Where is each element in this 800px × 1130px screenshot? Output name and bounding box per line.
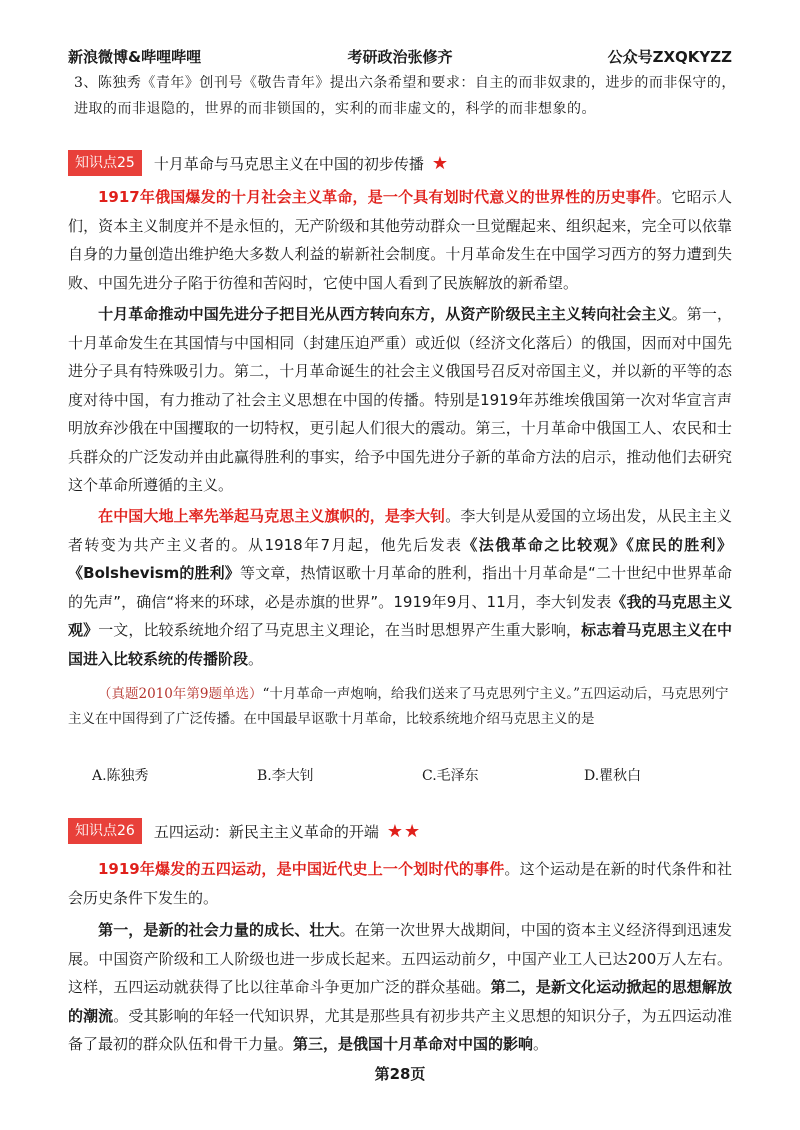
paragraph-october-revolution	[68, 183, 732, 297]
key-point-1: 第一，是新的社会力量的成长、壮大	[98, 921, 340, 939]
header-wechat-account: 公众号ZXQKYZZ	[607, 48, 732, 66]
intro-paragraph: 3、陈独秀《青年》创刊号《敬告青年》提出六条希望和要求：自主的而非奴隶的，进步的而非保守的，进取的而非退隐的，世界的而非锁国的，实利的而非虚文的，科学的而非想象的。	[74, 75, 736, 117]
knowledge-point-25-heading	[68, 150, 449, 176]
body-text: 。李大钊是从爱国的立场出发，从民主主义者转变为共产主义者的。从1918年7月起，他先后发表	[68, 507, 732, 554]
key-sentence: 1919年爆发的五四运动，是中国近代史上一个划时代的事件	[98, 860, 505, 878]
article-title: 《我的马克思主义观》	[68, 592, 732, 639]
page-number: 第28页	[374, 1065, 426, 1083]
key-point-2: 第二，是新文化运动掀起的思想解放的潮流	[68, 978, 732, 1025]
body-text: 一文，比较系统地介绍了马克思主义理论，在当时思想界产生重大影响，	[98, 621, 582, 639]
header-weibo-bilibili: 新浪微博&哔哩哔哩	[68, 48, 202, 66]
key-sentence: 十月革命推动中国先进分子把目光从西方转向东方，从资产阶级民主主义转向社会主义	[98, 305, 672, 323]
exam-question	[68, 682, 732, 732]
star-icon: ★★	[386, 820, 422, 842]
page-header	[68, 46, 732, 68]
option-b: B.李大钊	[257, 768, 314, 784]
knowledge-point-26-heading	[68, 818, 421, 844]
key-point-3: 第三，是俄国十月革命对中国的影响	[293, 1035, 534, 1053]
article-titles: 《法俄革命之比较观》《庶民的胜利》《Bolshevism的胜利》	[68, 535, 732, 582]
paragraph-turn-to-east	[68, 300, 732, 500]
question-source: （真题2010年第9题单选）	[98, 686, 263, 702]
body-text: 。受其影响的年轻一代知识界，尤其是那些具有初步共产主义思想的知识分子，为五四运动准备了最初的群众队伍和骨干力量。	[68, 1006, 732, 1053]
option-d: D.瞿秋白	[584, 768, 642, 784]
paragraph-li-dazhao	[68, 502, 732, 673]
section-title: 十月革命与马克思主义在中国的初步传播	[153, 154, 424, 173]
section-title: 五四运动：新民主主义革命的开端	[153, 822, 379, 841]
key-sentence: 在中国大地上率先举起马克思主义旗帜的，是李大钊	[98, 507, 446, 525]
body-text: 。	[533, 1035, 549, 1053]
body-text: 。它昭示人们，资本主义制度并不是永恒的，无产阶级和其他劳动群众一旦觉醒起来、组织起来，完全可以依靠自身的力量创造出维护绝大多数人利益的崭新社会制度。十月革命发生在中国学习西方的努力遭到失败、中国先进分子陷于彷徨和苦闷时，它使中国人看到了民族解放的新希望。	[68, 188, 732, 292]
knowledge-point-badge: 知识点26	[68, 818, 142, 844]
header-author: 考研政治张修齐	[347, 48, 453, 66]
star-icon: ★	[431, 152, 449, 174]
key-sentence: 1917年俄国爆发的十月社会主义革命，是一个具有划时代意义的世界性的历史事件	[98, 188, 657, 206]
body-text: 。在第一次世界大战期间，中国的资本主义经济得到迅速发展。中国资产阶级和工人阶级也进一步成长起来。五四运动前夕，中国产业工人已达200万人左右。这样，五四运动就获得了比以往革命斗争更加广泛的群众基础。	[68, 921, 732, 996]
option-c: C.毛泽东	[422, 768, 479, 784]
body-text: 。第一，十月革命发生在其国情与中国相同（封建压迫严重）或近似（经济文化落后）的俄国，因而对中国先进分子具有特殊吸引力。第二，十月革命诞生的社会主义俄国号召反对帝国主义，并以新的平等的态度对待中国，有力推动了社会主义思想在中国的传播。特别是1919年苏维埃俄国第一次对华宣言声明放弃沙俄在中国攫取的一切特权，更引起人们很大的震动。第三，十月革命中俄国工人、农民和士兵群众的广泛发动并由此赢得胜利的事实，给予中国先进分子新的革命方法的启示，推动他们去研究这个革命所遵循的主义。	[68, 305, 732, 494]
body-text: 。	[248, 649, 264, 668]
body-text: 等文章，热情讴歌十月革命的胜利，指出十月革命是“二十世纪中世界革命的先声”，确信“将来的环球，必是赤旗的世界”。1919年9月、11月，李大钊发表	[68, 564, 733, 611]
paragraph-may-fourth-conditions	[68, 916, 732, 1059]
body-text: 。这个运动是在新的时代条件和社会历史条件下发生的。	[68, 860, 732, 907]
knowledge-point-badge: 知识点25	[68, 150, 142, 176]
option-a: A.陈独秀	[92, 768, 149, 784]
paragraph-may-fourth	[68, 855, 732, 912]
question-text: “十月革命一声炮响，给我们送来了马克思列宁主义。”五四运动后，马克思列宁主义在中国得到了广泛传播。在中国最早讴歌十月革命，比较系统地介绍马克思主义的是	[68, 686, 729, 727]
key-conclusion: 标志着马克思主义在中国进入比较系统的传播阶段	[68, 621, 732, 668]
